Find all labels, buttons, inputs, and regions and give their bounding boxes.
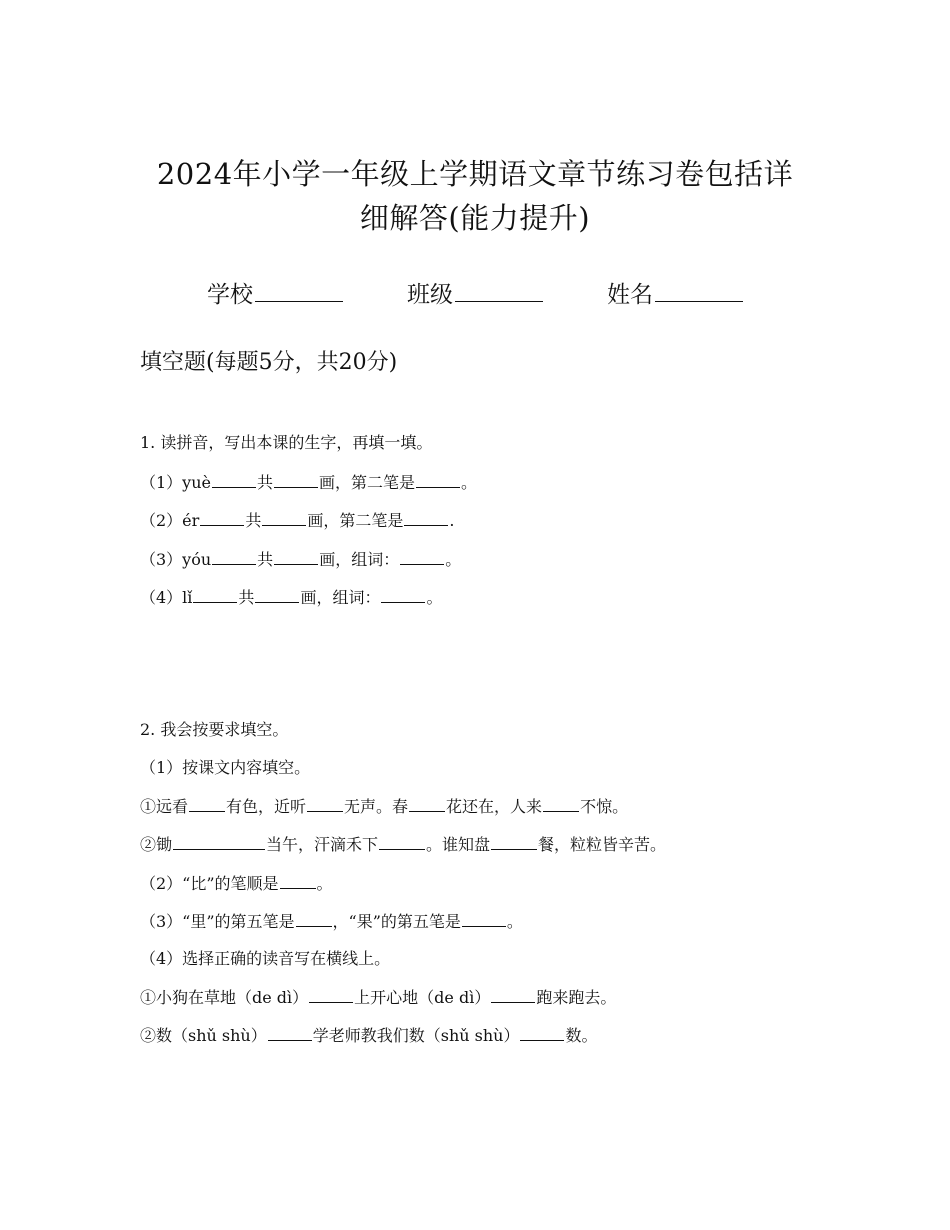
poem-line-1: ①远看 有色，近听 无声。春 花还在，人来 不惊。 [140, 797, 629, 816]
answer-blank[interactable] [520, 1024, 564, 1041]
answer-blank[interactable] [280, 872, 316, 889]
question-1-item-2: （2）ér 共 画，第二笔是 . [140, 511, 455, 530]
question-2-part-1: （1）按课文内容填空。 [140, 758, 311, 777]
answer-blank[interactable] [416, 471, 460, 488]
question-1-stem: 1. 读拼音，写出本课的生字，再填一填。 [140, 433, 433, 452]
answer-blank[interactable] [212, 471, 256, 488]
question-1-item-4: （4）lǐ 共 画，组词： 。 [140, 588, 443, 607]
answer-blank[interactable] [193, 586, 237, 603]
poem-line-2: ②锄 当午，汗滴禾下 。谁知盘 餐，粒粒皆辛苦。 [140, 835, 667, 854]
question-2-part-3: （3）“里”的第五笔是 ，“果”的第五笔是 。 [140, 912, 523, 931]
question-2-stem: 2. 我会按要求填空。 [140, 720, 289, 739]
pronunciation-line-2: ②数（shǔ shù） 学老师教我们数（shǔ shù） 数。 [140, 1026, 598, 1045]
class-blank[interactable] [455, 279, 543, 302]
answer-blank[interactable] [491, 833, 537, 850]
answer-blank[interactable] [409, 795, 445, 812]
answer-blank[interactable] [296, 910, 332, 927]
answer-blank[interactable] [274, 471, 318, 488]
question-2-part-4: （4）选择正确的读音写在横线上。 [140, 949, 391, 968]
class-label: 班级 [407, 282, 453, 308]
section-heading: 填空题(每题5分，共20分) [140, 350, 398, 375]
answer-blank[interactable] [543, 795, 579, 812]
class-field [407, 276, 543, 309]
title-line-2: 细解答(能力提升) [359, 201, 591, 235]
name-field [607, 276, 743, 309]
answer-blank[interactable] [309, 986, 353, 1003]
school-label: 学校 [207, 282, 253, 308]
answer-blank[interactable] [307, 795, 343, 812]
answer-blank[interactable] [379, 833, 425, 850]
answer-blank[interactable] [381, 586, 425, 603]
answer-blank[interactable] [200, 509, 244, 526]
name-blank[interactable] [655, 279, 743, 302]
name-label: 姓名 [607, 282, 653, 308]
title-line-1: 2024年小学一年级上学期语文章节练习卷包括详 [156, 157, 794, 191]
student-info-row [0, 276, 950, 310]
answer-blank[interactable] [462, 910, 506, 927]
page-title [120, 152, 830, 240]
answer-blank[interactable] [212, 548, 256, 565]
school-field [207, 276, 343, 309]
question-1-item-3: （3）yóu 共 画，组词： 。 [140, 550, 462, 569]
question-2-part-2: （2）“比”的笔顺是 。 [140, 874, 333, 893]
answer-blank[interactable] [274, 548, 318, 565]
answer-blank[interactable] [255, 586, 299, 603]
answer-blank[interactable] [268, 1024, 312, 1041]
school-blank[interactable] [255, 279, 343, 302]
answer-blank[interactable] [189, 795, 225, 812]
answer-blank[interactable] [491, 986, 535, 1003]
answer-blank[interactable] [404, 509, 448, 526]
answer-blank[interactable] [400, 548, 444, 565]
pronunciation-line-1: ①小狗在草地（de dì） 上开心地（de dì） 跑来跑去。 [140, 988, 617, 1007]
question-1-item-1: （1）yuè 共 画，第二笔是 。 [140, 473, 478, 492]
answer-blank[interactable] [262, 509, 306, 526]
answer-blank[interactable] [173, 833, 265, 850]
